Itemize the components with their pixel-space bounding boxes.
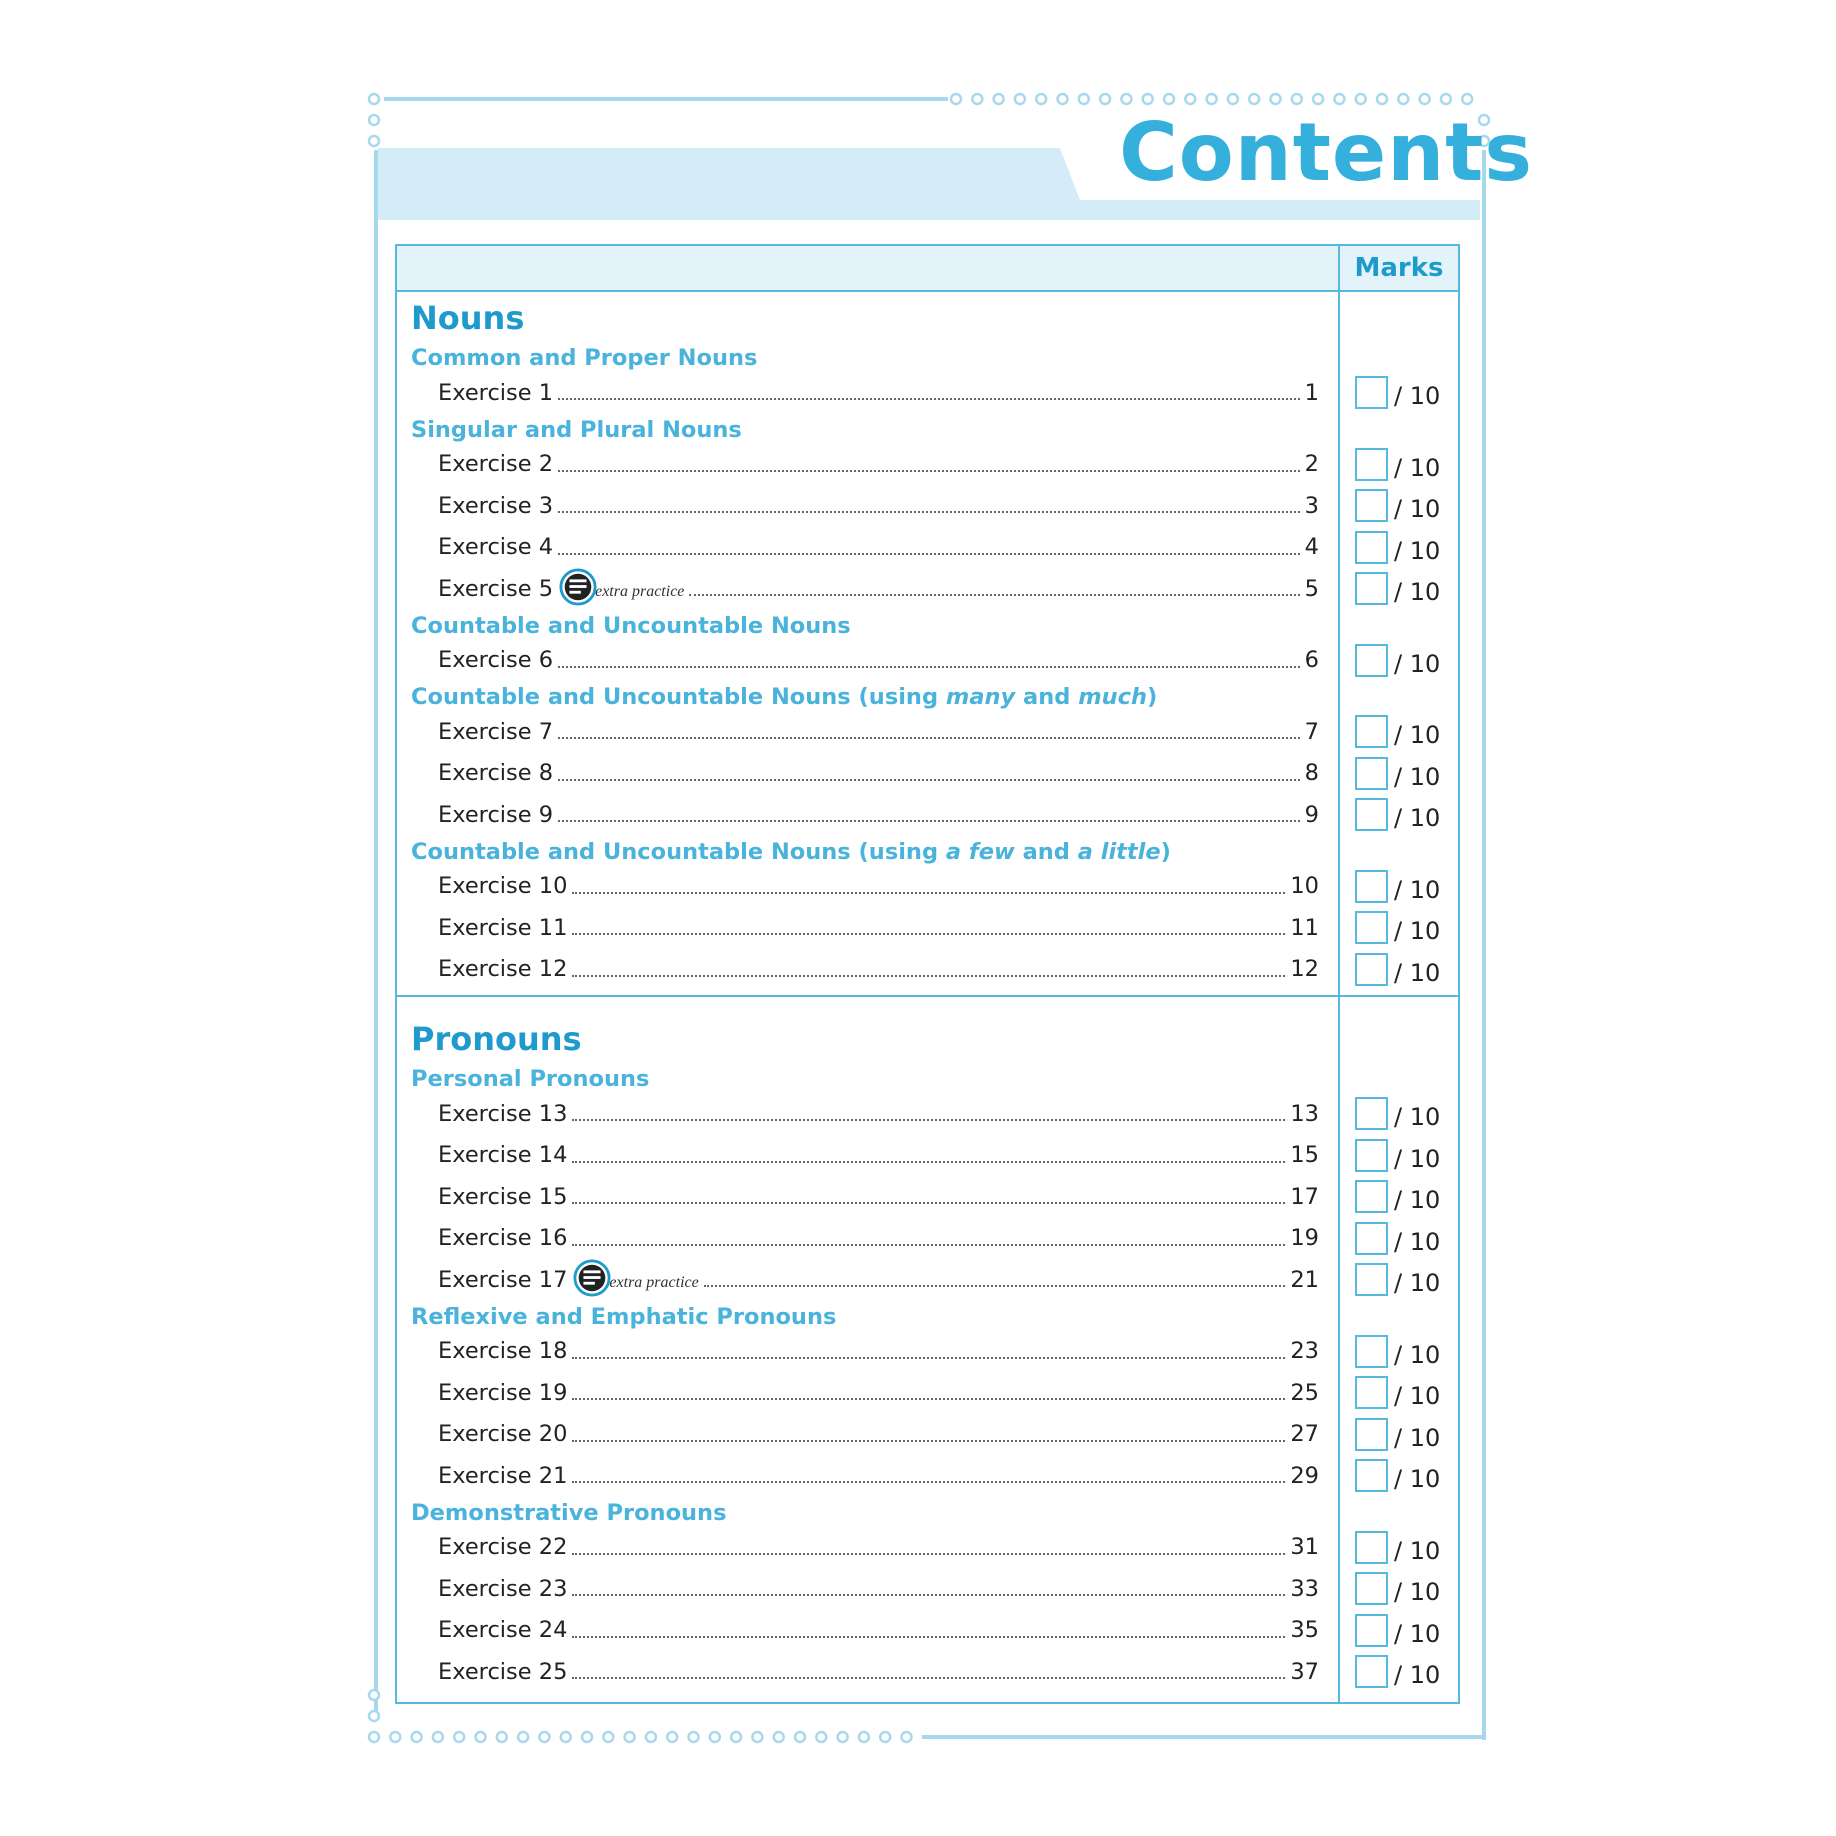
- subheading-text: and: [1015, 684, 1079, 710]
- page-number: 25: [1290, 1379, 1319, 1406]
- page-number: 5: [1304, 575, 1319, 602]
- page-number: 37: [1290, 1658, 1319, 1685]
- dot-leader: [572, 1356, 1285, 1359]
- dot-leader: [572, 1397, 1285, 1400]
- exercise-row[interactable]: [438, 1653, 1319, 1683]
- subheading-text: Countable and Uncountable Nouns (using: [411, 684, 946, 710]
- exercise-row[interactable]: [438, 1457, 1319, 1487]
- subsection-heading: [411, 416, 742, 443]
- marks-input-box[interactable]: [1355, 1614, 1388, 1647]
- marks-total: / 10: [1394, 453, 1441, 482]
- frame-dot: [390, 1732, 400, 1742]
- subheading-text: Singular and Plural Nouns: [411, 416, 742, 443]
- marks-input-box[interactable]: [1355, 1531, 1388, 1564]
- frame-dot: [1441, 94, 1451, 104]
- subheading-emphasis: many: [945, 684, 1016, 710]
- marks-field: [1355, 757, 1455, 793]
- extra-practice-icon: [559, 568, 597, 606]
- marks-field: [1355, 1263, 1455, 1299]
- frame-dot: [1398, 94, 1408, 104]
- frame-dot: [1271, 94, 1281, 104]
- frame-dot: [433, 1732, 443, 1742]
- page-number: 23: [1290, 1338, 1319, 1364]
- marks-input-box[interactable]: [1355, 911, 1388, 944]
- marks-total: / 10: [1394, 1227, 1441, 1256]
- marks-total: / 10: [1394, 917, 1441, 945]
- frame-dot: [902, 1732, 912, 1742]
- marks-total: / 10: [1394, 1619, 1441, 1648]
- marks-field: [1355, 1572, 1455, 1608]
- marks-total: / 10: [1394, 382, 1441, 410]
- marks-field: [1355, 448, 1455, 484]
- exercise-row[interactable]: [438, 755, 1319, 785]
- frame-dot: [1100, 94, 1110, 104]
- exercise-row[interactable]: [438, 487, 1319, 517]
- marks-input-box[interactable]: [1355, 1139, 1388, 1172]
- exercise-row[interactable]: [438, 1220, 1319, 1250]
- frame-dot: [1015, 94, 1025, 104]
- subheading-text: Demonstrative Pronouns: [411, 1499, 727, 1526]
- exercise-row[interactable]: [438, 713, 1319, 743]
- frame-dot: [880, 1732, 890, 1742]
- exercise-label: Exercise 22: [438, 1534, 568, 1560]
- exercise-label: Exercise 9: [438, 801, 554, 828]
- marks-field: [1355, 572, 1455, 608]
- frame-dot: [1334, 94, 1344, 104]
- marks-total: / 10: [1394, 1340, 1441, 1369]
- frame-dot: [752, 1732, 762, 1742]
- marks-total: / 10: [1394, 1536, 1441, 1565]
- marks-total: / 10: [1394, 1382, 1441, 1410]
- exercise-row[interactable]: [438, 446, 1319, 476]
- frame-dot: [625, 1732, 635, 1742]
- subheading-text: Countable and Uncountable Nouns (using: [411, 838, 946, 865]
- exercise-label: Exercise 3: [438, 492, 554, 519]
- frame-dot: [561, 1732, 571, 1742]
- frame-dot: [646, 1732, 656, 1742]
- page-number: 21: [1290, 1266, 1319, 1293]
- page-number: 13: [1290, 1100, 1319, 1127]
- marks-total: / 10: [1394, 1661, 1441, 1689]
- exercise-row[interactable]: [438, 909, 1319, 939]
- dot-leader: [704, 1284, 1286, 1287]
- frame-dot: [774, 1732, 784, 1742]
- exercise-row[interactable]: [438, 374, 1319, 404]
- marks-input-box[interactable]: [1355, 953, 1388, 986]
- page-number: 15: [1290, 1142, 1319, 1168]
- exercise-row[interactable]: [438, 1416, 1319, 1446]
- section-divider: [397, 995, 1458, 997]
- marks-input-box[interactable]: [1355, 1459, 1388, 1492]
- exercise-label: Exercise 19: [438, 1379, 568, 1406]
- marks-field: [1355, 1139, 1455, 1175]
- exercise-row[interactable]: [438, 1137, 1319, 1167]
- dot-leader: [572, 1552, 1285, 1555]
- marks-field: [1355, 1097, 1455, 1133]
- marks-input-box[interactable]: [1355, 572, 1388, 605]
- exercise-label: Exercise 4: [438, 534, 554, 560]
- subheading-text: ): [1147, 684, 1158, 710]
- marks-input-box[interactable]: [1355, 757, 1388, 790]
- extra-practice-badge: [559, 568, 684, 600]
- dot-leader: [572, 1243, 1285, 1246]
- dot-leader: [558, 665, 1300, 668]
- frame-dot: [1313, 94, 1323, 104]
- dot-leader: [558, 469, 1300, 472]
- extra-practice-text: extra practice: [609, 1274, 699, 1291]
- subheading-emphasis: a few: [945, 838, 1015, 865]
- subsection-heading: [411, 1303, 837, 1330]
- frame-dot: [1462, 94, 1472, 104]
- frame-dot: [1185, 94, 1195, 104]
- marks-field: [1355, 1418, 1455, 1454]
- extra-practice-icon: [573, 1259, 611, 1297]
- marks-field: [1355, 1531, 1455, 1567]
- dot-leader: [558, 397, 1300, 400]
- page-number: 6: [1304, 647, 1319, 673]
- marks-total: / 10: [1394, 1578, 1441, 1606]
- dot-leader: [572, 1676, 1285, 1679]
- dot-leader: [572, 1439, 1285, 1442]
- marks-total: / 10: [1394, 958, 1441, 987]
- marks-field: [1355, 644, 1455, 680]
- exercise-row[interactable]: [438, 796, 1319, 826]
- exercise-label: Exercise 20: [438, 1421, 568, 1447]
- frame-dot: [689, 1732, 699, 1742]
- marks-total: / 10: [1394, 1269, 1441, 1297]
- exercise-row[interactable]: [438, 868, 1319, 898]
- marks-field: [1355, 489, 1455, 525]
- exercise-row[interactable]: [438, 1178, 1319, 1208]
- exercise-label: Exercise 23: [438, 1575, 568, 1602]
- marks-input-box[interactable]: [1355, 531, 1388, 564]
- marks-total: / 10: [1394, 495, 1441, 523]
- marks-field: [1355, 715, 1455, 751]
- marks-input-box[interactable]: [1355, 1376, 1388, 1409]
- exercise-label: Exercise 15: [438, 1183, 568, 1210]
- frame-dot: [369, 94, 379, 104]
- marks-input-box[interactable]: [1355, 1335, 1388, 1368]
- marks-input-box[interactable]: [1355, 448, 1388, 481]
- dot-leader: [572, 1480, 1285, 1483]
- exercise-row[interactable]: [438, 1612, 1319, 1642]
- exercise-label: Exercise 6: [438, 647, 554, 673]
- marks-input-box[interactable]: [1355, 798, 1388, 831]
- marks-total: / 10: [1394, 578, 1441, 606]
- dot-leader: [558, 778, 1300, 781]
- page-number: 31: [1290, 1534, 1319, 1560]
- frame-dot: [1292, 94, 1302, 104]
- frame-dot: [731, 1732, 741, 1742]
- exercise-row[interactable]: [438, 1095, 1319, 1125]
- marks-input-box[interactable]: [1355, 715, 1388, 748]
- frame-dot: [838, 1732, 848, 1742]
- dot-leader: [572, 1118, 1285, 1121]
- marks-total: / 10: [1394, 875, 1441, 904]
- marks-field: [1355, 953, 1455, 989]
- dot-leader: [572, 932, 1285, 935]
- dot-leader: [558, 819, 1300, 822]
- marks-field: [1355, 1459, 1455, 1495]
- subheading-emphasis: a little: [1077, 838, 1161, 865]
- page-number: 9: [1304, 801, 1319, 828]
- page-number: 10: [1290, 873, 1319, 899]
- marks-total: / 10: [1394, 1423, 1441, 1452]
- frame-dot: [539, 1732, 549, 1742]
- marks-field: [1355, 1655, 1455, 1691]
- marks-total: / 10: [1394, 1186, 1441, 1214]
- dot-leader: [572, 1593, 1285, 1596]
- marks-field: [1355, 1335, 1455, 1371]
- frame-dot: [1058, 94, 1068, 104]
- subheading-emphasis: much: [1078, 684, 1148, 710]
- frame-dot: [667, 1732, 677, 1742]
- page-number: 27: [1290, 1421, 1319, 1447]
- dot-leader: [558, 552, 1300, 555]
- marks-total: / 10: [1394, 536, 1441, 565]
- section-heading: Pronouns: [411, 1020, 582, 1058]
- frame-dot: [1079, 94, 1089, 104]
- marks-input-box[interactable]: [1355, 1572, 1388, 1605]
- page-number: 4: [1304, 534, 1319, 560]
- dot-leader: [572, 1635, 1285, 1638]
- frame-dot: [1143, 94, 1153, 104]
- exercise-label: Exercise 11: [438, 914, 568, 941]
- page-number: 8: [1304, 760, 1319, 786]
- table-header: [397, 246, 1458, 292]
- frame-dot: [603, 1732, 613, 1742]
- marks-total: / 10: [1394, 1103, 1441, 1131]
- page-number: 17: [1290, 1183, 1319, 1210]
- frame-dot: [951, 94, 961, 104]
- frame-dot: [994, 94, 1004, 104]
- exercise-row[interactable]: [438, 1333, 1319, 1363]
- frame-dot: [369, 1711, 379, 1721]
- marks-field: [1355, 911, 1455, 947]
- frame-dot: [518, 1732, 528, 1742]
- frame-dot: [582, 1732, 592, 1742]
- exercise-row[interactable]: [438, 1570, 1319, 1600]
- subheading-text: Countable and Uncountable Nouns: [411, 612, 851, 639]
- marks-total: / 10: [1394, 762, 1441, 791]
- frame-dot: [1207, 94, 1217, 104]
- frame-dot: [1164, 94, 1174, 104]
- frame-dot: [1377, 94, 1387, 104]
- subheading-text: Reflexive and Emphatic Pronouns: [411, 1303, 837, 1330]
- extra-practice-badge: [573, 1259, 698, 1291]
- marks-total: / 10: [1394, 804, 1441, 832]
- marks-field: [1355, 798, 1455, 834]
- exercise-label: Exercise 12: [438, 956, 568, 982]
- exercise-label: Exercise 5: [438, 575, 554, 602]
- subsection-heading: [411, 1499, 727, 1526]
- subheading-text: and: [1014, 838, 1078, 865]
- exercise-label: Exercise 17: [438, 1266, 568, 1293]
- frame-dot: [1228, 94, 1238, 104]
- subsection-heading: [411, 686, 1157, 709]
- exercise-row[interactable]: [438, 529, 1319, 559]
- frame-dot: [972, 94, 982, 104]
- subsection-heading: [411, 1068, 649, 1091]
- contents-table: [395, 244, 1460, 1704]
- exercise-row[interactable]: [438, 1529, 1319, 1559]
- subsection-heading: [411, 612, 851, 639]
- exercise-label: Exercise 18: [438, 1338, 568, 1364]
- exercise-label: Exercise 16: [438, 1225, 568, 1251]
- frame-dot: [795, 1732, 805, 1742]
- frame-dot: [1249, 94, 1259, 104]
- marks-field: [1355, 1614, 1455, 1650]
- exercise-row[interactable]: [438, 642, 1319, 672]
- page-number: 29: [1290, 1462, 1319, 1489]
- frame-dot: [816, 1732, 826, 1742]
- marks-total: / 10: [1394, 1465, 1441, 1493]
- frame-dot: [497, 1732, 507, 1742]
- marks-input-box[interactable]: [1355, 870, 1388, 903]
- frame-dot: [476, 1732, 486, 1742]
- subsection-heading: [411, 347, 757, 370]
- page-number: 2: [1304, 451, 1319, 477]
- exercise-label: Exercise 14: [438, 1142, 568, 1168]
- exercise-row[interactable]: [438, 951, 1319, 981]
- marks-field: [1355, 1180, 1455, 1216]
- exercise-row[interactable]: [438, 570, 1319, 600]
- page-number: 19: [1290, 1225, 1319, 1251]
- marks-input-box[interactable]: [1355, 1180, 1388, 1213]
- frame-dot: [369, 136, 379, 146]
- marks-input-box[interactable]: [1355, 489, 1388, 522]
- subsection-heading: [411, 838, 1171, 865]
- marks-input-box[interactable]: [1355, 1655, 1388, 1688]
- exercise-label: Exercise 25: [438, 1658, 568, 1685]
- marks-total: / 10: [1394, 721, 1441, 749]
- marks-field: [1355, 1376, 1455, 1412]
- page-title: Contents: [1119, 106, 1533, 199]
- section-heading: Nouns: [411, 299, 525, 337]
- page-number: 12: [1290, 956, 1319, 982]
- frame-dot: [1356, 94, 1366, 104]
- marks-input-box[interactable]: [1355, 644, 1388, 677]
- marks-field: [1355, 870, 1455, 906]
- marks-input-box[interactable]: [1355, 1222, 1388, 1255]
- frame-dot: [1121, 94, 1131, 104]
- extra-practice-text: extra practice: [595, 583, 685, 600]
- exercise-label: Exercise 1: [438, 379, 554, 406]
- dot-leader: [558, 736, 1300, 739]
- exercise-label: Exercise 8: [438, 760, 554, 786]
- page-number: 1: [1304, 379, 1319, 406]
- exercise-label: Exercise 21: [438, 1462, 568, 1489]
- frame-dot: [369, 1690, 379, 1700]
- frame-dot: [1036, 94, 1046, 104]
- page-number: 7: [1304, 718, 1319, 745]
- page-number: 33: [1290, 1575, 1319, 1602]
- exercise-label: Exercise 7: [438, 718, 554, 745]
- subheading-text: ): [1160, 838, 1171, 865]
- dot-leader: [572, 1160, 1285, 1163]
- frame-dot: [1420, 94, 1430, 104]
- frame-dot: [412, 1732, 422, 1742]
- dot-leader: [572, 974, 1285, 977]
- exercise-label: Exercise 10: [438, 873, 568, 899]
- marks-input-box[interactable]: [1355, 1097, 1388, 1130]
- frame-dot: [859, 1732, 869, 1742]
- marks-input-box[interactable]: [1355, 376, 1388, 409]
- frame-dot: [369, 1732, 379, 1742]
- marks-field: [1355, 1222, 1455, 1258]
- exercise-row[interactable]: [438, 1374, 1319, 1404]
- marks-field: [1355, 376, 1455, 412]
- marks-total: / 10: [1394, 1144, 1441, 1173]
- page-number: 35: [1290, 1617, 1319, 1643]
- page-number: 3: [1304, 492, 1319, 519]
- exercise-label: Exercise 13: [438, 1100, 568, 1127]
- exercise-label: Exercise 24: [438, 1617, 568, 1643]
- subheading-text: Common and Proper Nouns: [411, 345, 758, 371]
- dot-leader: [572, 891, 1285, 894]
- frame-dot: [710, 1732, 720, 1742]
- marks-field: [1355, 531, 1455, 567]
- frame-dot: [369, 115, 379, 125]
- marks-column-divider: [1338, 246, 1340, 1702]
- dot-leader: [689, 593, 1299, 596]
- marks-header: Marks: [1354, 253, 1444, 283]
- marks-total: / 10: [1394, 649, 1441, 678]
- marks-input-box[interactable]: [1355, 1263, 1388, 1296]
- exercise-row[interactable]: [438, 1261, 1319, 1291]
- dot-leader: [572, 1201, 1285, 1204]
- page-number: 11: [1290, 914, 1319, 941]
- frame-dot: [454, 1732, 464, 1742]
- exercise-label: Exercise 2: [438, 451, 554, 477]
- subheading-text: Personal Pronouns: [411, 1066, 650, 1092]
- marks-input-box[interactable]: [1355, 1418, 1388, 1451]
- dot-leader: [558, 510, 1300, 513]
